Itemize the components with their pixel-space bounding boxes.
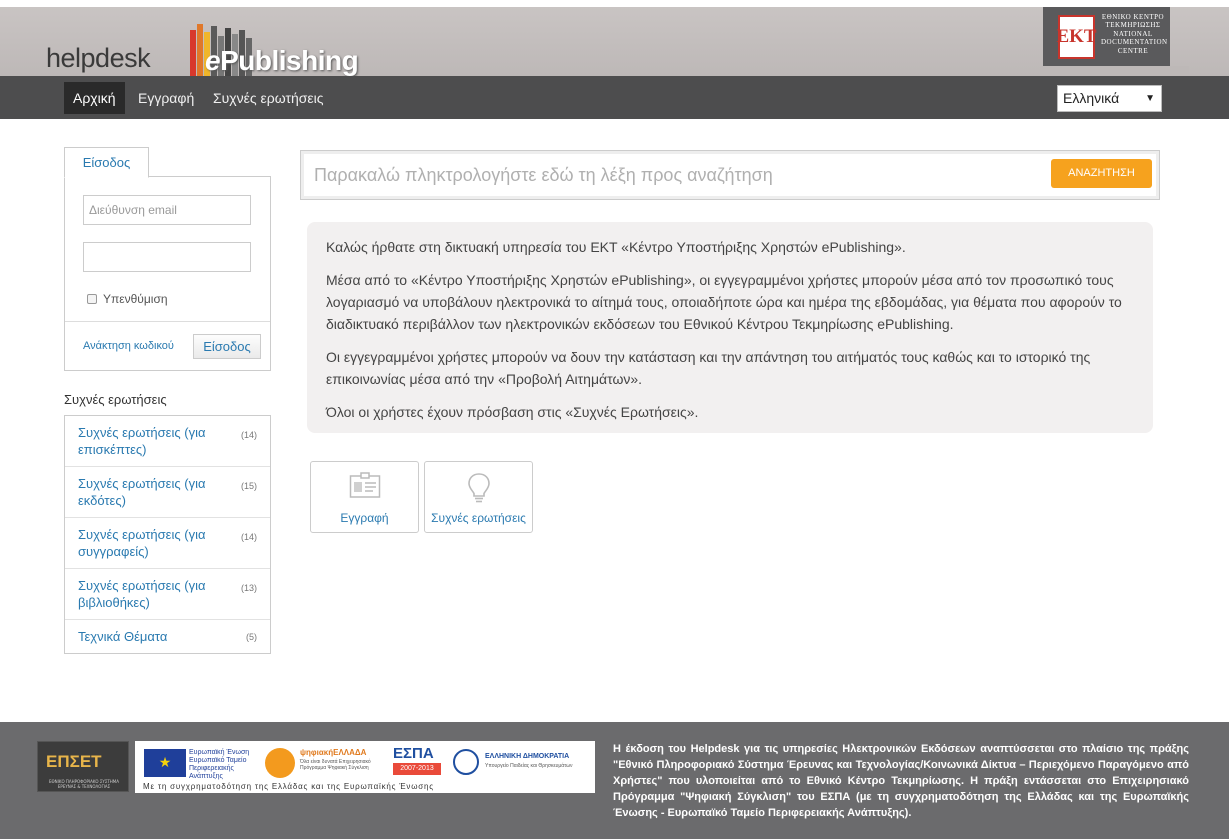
top-strip [0, 0, 1229, 7]
login-button[interactable]: Είσοδος [193, 334, 261, 359]
eu-flag-icon: ★ [144, 749, 186, 777]
epset-logo-subtext: ΕΘΝΙΚΟ ΠΛΗΡΟΦΟΡΙΑΚΟ ΣΥΣΤΗΜΑ ΕΡΕΥΝΑΣ & ΤΕΧΝΟΛΟΓΙΑΣ [48, 779, 119, 789]
faq-category-publishers[interactable] [65, 467, 270, 518]
espa-cofunding-banner[interactable] [135, 741, 595, 793]
login-divider [65, 321, 270, 322]
login-panel [64, 176, 271, 371]
dropdown-caret-icon: ▼ [1145, 93, 1155, 104]
faq-category-label: Συχνές ερωτήσεις (για εκδότες) [78, 476, 206, 508]
faq-category-count: (14) [240, 532, 257, 542]
search-placeholder: Παρακαλώ πληκτρολογήστε εδώ τη λέξη προς αναζήτηση [314, 165, 773, 185]
helpdesk-logo-text[interactable]: helpdesk [46, 43, 151, 73]
faq-category-label: Συχνές ερωτήσεις (για συγγραφείς) [78, 527, 206, 559]
forgot-password-link[interactable]: Ανάκτηση κωδικού [83, 340, 174, 352]
main-navbar [0, 76, 1229, 119]
ekt-logo-mark: ΕΚΤ [1058, 15, 1095, 59]
faq-category-label: Συχνές ερωτήσεις (για επισκέπτες) [78, 425, 206, 457]
search-button[interactable]: ΑΝΑΖΗΤΗΣΗ [1051, 159, 1152, 188]
footer-description: Η έκδοση του Helpdesk για τις υπηρεσίες Ηλεκτρονικών Εκδόσεων αναπτύσσεται στο πλαίσιο της πράξης "Εθνικό Πληροφοριακό Σύστημα Έρευνας και Τεχνολογίας/Κοινωνικά Δίκτυα – Περιεχόμενο Παραγόμενο από Χρήστες" που υλοποιείται από το Εθνικό Κέντρο Τεκμηρίωσης. Η πράξη εντάσσεται στο Επιχειρησιακό Πρόγραμμα "Ψηφιακή Σύγκλιση" του ΕΣΠΑ (με τη συγχρηματοδότηση της Ελλάδας και της Ευρωπαϊκής Ένωσης - Ευρωπαϊκό Ταμείο Περιφερειακής Ανάπτυξης). [613, 743, 1189, 819]
cofunding-text: Με τη συγχρηματοδότηση της Ελλάδας και της Ευρωπαϊκής Ένωσης [143, 782, 434, 791]
welcome-paragraph: Οι εγγεγραμμένοι χρήστες μπορούν να δουν την κατάσταση και την απάντηση του αιτήματός τους καθώς και το ιστορικό της επικοινωνίας μέσα από την «Προβολή Αιτημάτων». [326, 349, 1091, 387]
nav-item-home[interactable]: Αρχική [64, 82, 125, 114]
ekt-logo-box[interactable] [1043, 7, 1170, 73]
faq-category-count: (15) [240, 481, 257, 491]
tile-register-label: Εγγραφή [340, 511, 389, 525]
faq-category-authors[interactable] [65, 518, 270, 569]
espa-years: 2007-2013 [393, 763, 441, 775]
search-input[interactable] [300, 150, 1160, 200]
faq-category-label: Τεχνικά Θέματα [78, 629, 168, 644]
tab-login[interactable]: Είσοδος [64, 147, 149, 178]
greek-emblem-icon [453, 749, 479, 775]
faq-category-label: Συχνές ερωτήσεις (για βιβλιοθήκες) [78, 578, 206, 610]
faq-category-libraries[interactable] [65, 569, 270, 620]
faq-category-technical[interactable] [65, 620, 270, 653]
epset-logo[interactable] [37, 741, 129, 792]
welcome-paragraph: Καλώς ήρθατε στη δικτυακή υπηρεσία του ΕΚΤ «Κέντρο Υποστήριξης Χρηστών ePublishing». [326, 239, 906, 255]
lightbulb-icon [425, 472, 532, 504]
id-card-icon [311, 472, 418, 504]
remember-label: Υπενθύμιση [103, 292, 168, 306]
tile-register[interactable] [310, 461, 419, 533]
faq-category-visitors[interactable] [65, 416, 270, 467]
nav-item-register[interactable]: Εγγραφή [138, 90, 195, 106]
epublishing-logo[interactable] [205, 45, 358, 77]
welcome-paragraph: Μέσα από το «Κέντρο Υποστήριξης Χρηστών ePublishing», οι εγγεγραμμένοι χρήστες μπορούν μέσα από τον προσωπικό τους λογαριασμό να υποβάλουν ηλεκτρονικά το αίτημά τους, οποιαδήποτε ώρα και ημέρα της εβδομάδας, για θέματα που αφορούν το διαδικτυακό περιβάλλον των ηλεκτρονικών εκδόσεων του Εθνικού Κέντρου Τεκμηρίωσης ePublishing. [326, 272, 1122, 332]
eu-fund-text: Ευρωπαϊκή Ένωση Ευρωπαϊκό Ταμείο Περιφερειακής Ανάπτυξης [189, 749, 250, 780]
tile-faq[interactable] [424, 461, 533, 533]
faq-sidebar-heading: Συχνές ερωτήσεις [64, 392, 167, 407]
epublishing-logo-name: Publishing [220, 45, 359, 76]
faq-category-count: (5) [246, 632, 257, 642]
email-field[interactable]: Διεύθυνση email [83, 195, 251, 225]
faq-category-count: (14) [240, 430, 257, 440]
faq-category-count: (13) [240, 583, 257, 593]
epublishing-logo-e: e [205, 45, 221, 76]
digital-greece-subtitle: Όλα είναι δυνατά Επιχειρησιακό Πρόγραμμα Ψηφιακή Σύγκλιση [300, 759, 371, 771]
welcome-message [307, 222, 1153, 433]
nav-item-faq[interactable]: Συχνές ερωτήσεις [213, 90, 324, 106]
ministry-text: Υπουργείο Παιδείας και Θρησκευμάτων [485, 763, 573, 769]
header-shelf [1040, 66, 1189, 76]
hellenic-republic-text: ΕΛΛΗΝΙΚΗ ΔΗΜΟΚΡΑΤΙΑ [485, 753, 570, 760]
tile-faq-label: Συχνές ερωτήσεις [431, 511, 526, 525]
remember-me[interactable] [87, 292, 168, 306]
ekt-logo-text: ΕΘΝΙΚΟ ΚΕΝΤΡΟ ΤΕΚΜΗΡΙΩΣΗΣ NATIONAL DOCUMENTATION CENTRE [1101, 13, 1168, 55]
password-field[interactable] [83, 242, 251, 272]
faq-category-list [64, 415, 271, 654]
language-select-value: Ελληνικά [1063, 90, 1120, 106]
language-select[interactable] [1057, 85, 1162, 112]
epset-logo-text: ΕΠΣΕΤ [46, 752, 102, 771]
site-footer [0, 722, 1229, 839]
digital-greece-icon [265, 748, 295, 778]
welcome-paragraph: Όλοι οι χρήστες έχουν πρόσβαση στις «Συχνές Ερωτήσεις». [326, 404, 699, 420]
digital-greece-title: ψηφιακήΕΛΛΑΔΑ [300, 748, 367, 757]
espa-title: ΕΣΠΑ [393, 745, 434, 762]
remember-checkbox[interactable] [87, 294, 97, 304]
